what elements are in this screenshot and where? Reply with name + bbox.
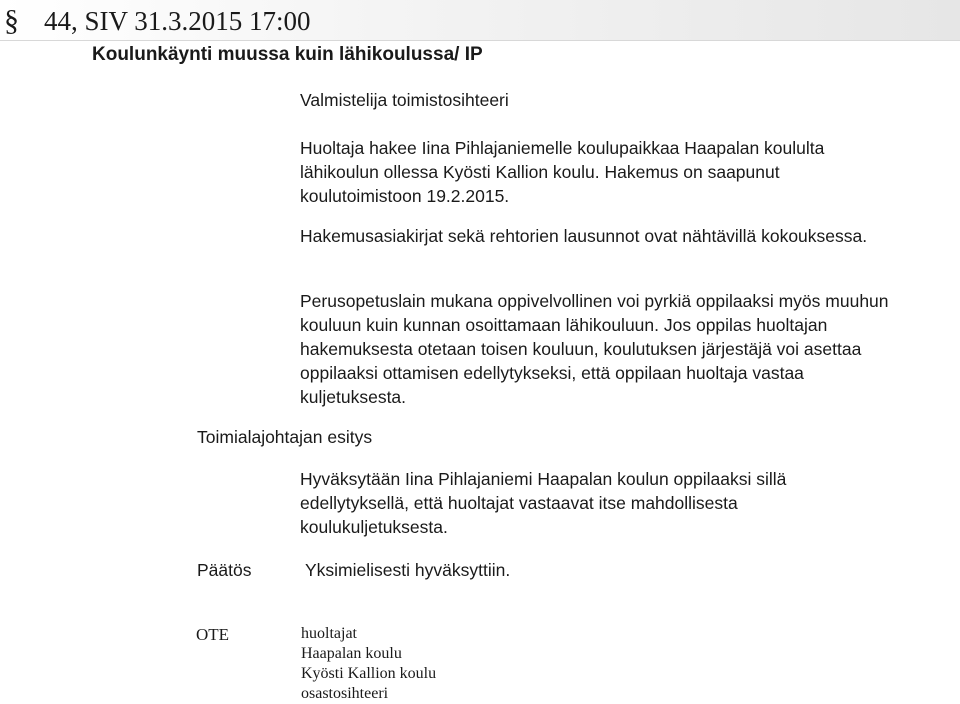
proposal-text: Hyväksytään Iina Pihlajaniemi Haapalan koulun oppilaaksi sillä edellytyksellä, että huoltajat vastaavat itse mahdollisesta koulukuljetuksesta. [300, 469, 787, 537]
ote-recipient: Haapalan koulu [301, 645, 402, 662]
law-paragraph: Perusopetuslain mukana oppivelvollinen voi pyrkiä oppilaaksi myös muuhun kouluun kuin kunnan osoittamaan lähikouluun. Jos oppilas huoltajan hakemuksesta otetaan toisen kouluun, koulutuksen järjestäjä voi asettaa oppilaaksi ottamisen edellytykseksi, että oppilaan huoltaja vastaa kuljetuksesta. [300, 291, 889, 407]
section-mark: § [4, 4, 19, 37]
preparer-line: Valmistelija toimistosihteeri [300, 90, 509, 110]
proposal-label: Toimialajohtajan esitys [197, 427, 373, 447]
section-header-text: 44, SIV 31.3.2015 17:00 [44, 6, 311, 36]
application-paragraph: Huoltaja hakee Iina Pihlajaniemelle koulupaikkaa Haapalan koululta lähikoulun ollessa Kyösti Kallion koulu. Hakemus on saapunut koulutoimistoon 19.2.2015. [300, 138, 825, 206]
ote-recipient: Kyösti Kallion koulu [301, 665, 437, 682]
ote-recipient: huoltajat [301, 625, 357, 642]
decision-label: Päätös [197, 560, 252, 580]
decision-text: Yksimielisesti hyväksyttiin. [305, 560, 511, 580]
documents-paragraph: Hakemusasiakirjat sekä rehtorien lausunnot ovat nähtävillä kokouksessa. [300, 226, 868, 246]
minutes-header [0, 0, 960, 41]
ote-recipient: osastosihteeri [301, 685, 389, 702]
ote-recipient-list [301, 624, 436, 704]
ote-label: OTE [196, 625, 230, 644]
agenda-item-title: Koulunkäynti muussa kuin lähikoulussa/ IP [92, 44, 483, 65]
